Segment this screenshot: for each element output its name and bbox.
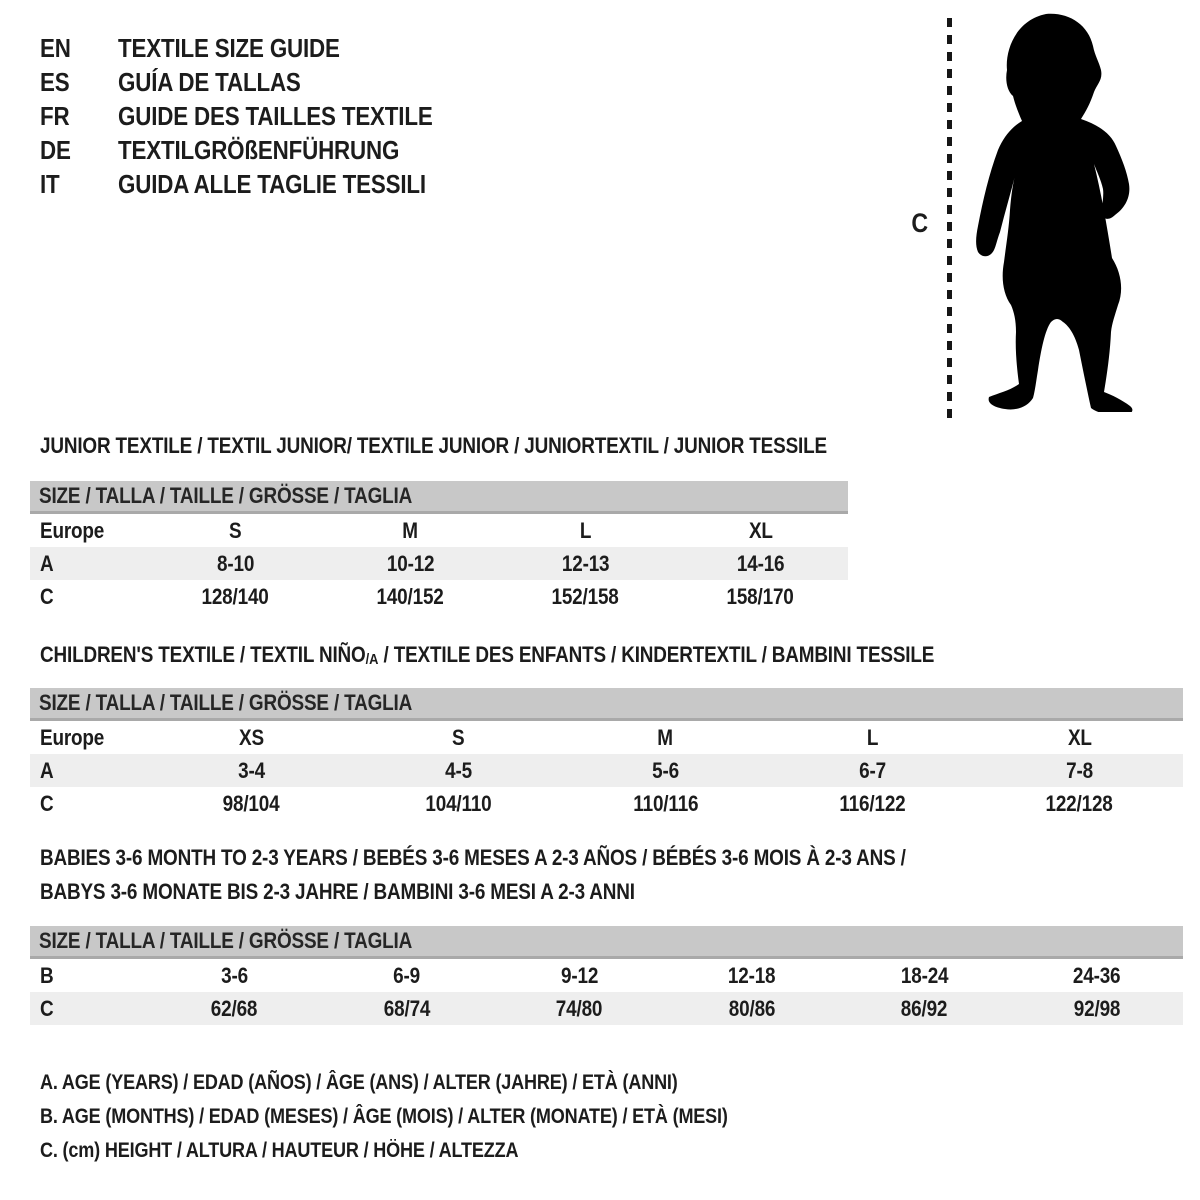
height-measure-label: C (911, 208, 928, 238)
height-cell: 110/116 (632, 790, 699, 816)
age-cell: 6-9 (393, 962, 421, 988)
babies-section-title-line2: BABYS 3-6 MONATE BIS 2-3 JAHRE / BAMBINI 3-6 MESI A 2-3 ANNI (40, 879, 635, 904)
babies-section-title-line1: BABIES 3-6 MONTH TO 2-3 YEARS / BEBÉS 3-6 MESES A 2-3 AÑOS / BÉBÉS 3-6 MOIS À 2-3 ANS / (40, 845, 906, 870)
legend-age-years: A. AGE (YEARS) / EDAD (AÑOS) / ÂGE (ANS) / ALTER (JAHRE) / ETÀ (ANNI) (40, 1071, 678, 1094)
age-cell: 18-24 (900, 962, 949, 988)
size-cell: M (657, 724, 674, 750)
age-cell: 8-10 (216, 550, 255, 576)
size-cell: L (866, 724, 879, 750)
language-row-de (40, 133, 484, 167)
row-label: C (40, 995, 54, 1021)
age-cell: 3-6 (220, 962, 248, 988)
language-code: DE (40, 135, 71, 165)
children-size-table (30, 688, 1183, 820)
height-cell: 140/152 (376, 583, 445, 609)
table-row-sizes (30, 514, 848, 547)
language-row-it (40, 167, 484, 201)
legend-height-cm: C. (cm) HEIGHT / ALTURA / HAUTEUR / HÖHE / ALTEZZA (40, 1139, 519, 1162)
title-text: CHILDREN'S TEXTILE / TEXTIL NIÑO (40, 642, 366, 667)
age-cell: 10-12 (386, 550, 435, 576)
height-cell: 68/74 (383, 995, 430, 1021)
height-cell: 122/128 (1045, 790, 1114, 816)
language-title-list (40, 31, 484, 201)
language-code: FR (40, 101, 70, 131)
size-header-bar: SIZE / TALLA / TAILLE / GRÖSSE / TAGLIA (30, 688, 1183, 721)
age-cell: 6-7 (859, 757, 886, 783)
language-title: GUÍA DE TALLAS (118, 67, 301, 97)
height-measure-line (947, 18, 952, 418)
size-cell: XS (239, 724, 264, 750)
size-cell: M (402, 517, 419, 543)
height-cell: 104/110 (425, 790, 492, 816)
title-subscript: /A (365, 651, 379, 668)
size-header-bar: SIZE / TALLA / TAILLE / GRÖSSE / TAGLIA (30, 926, 1183, 959)
junior-section-title: JUNIOR TEXTILE / TEXTIL JUNIOR/ TEXTILE JUNIOR / JUNIORTEXTIL / JUNIOR TESSILE (40, 433, 827, 458)
table-row-sizes (30, 721, 1183, 754)
language-code: ES (40, 67, 70, 97)
language-title: TEXTILGRÖßENFÜHRUNG (118, 135, 400, 165)
height-cell: 128/140 (201, 583, 270, 609)
babies-size-table (30, 926, 1183, 1025)
age-cell: 4-5 (445, 757, 472, 783)
height-cell: 98/104 (223, 790, 280, 816)
height-cell: 80/86 (728, 995, 775, 1021)
size-cell: S (229, 517, 242, 543)
size-cell: L (579, 517, 592, 543)
row-label: B (40, 962, 54, 988)
size-header-bar: SIZE / TALLA / TAILLE / GRÖSSE / TAGLIA (30, 481, 848, 514)
row-label: A (40, 757, 54, 783)
age-cell: 7-8 (1066, 757, 1093, 783)
height-cell: 74/80 (556, 995, 603, 1021)
language-row-es (40, 65, 484, 99)
age-cell: 3-4 (238, 757, 265, 783)
language-row-en (40, 31, 484, 65)
children-section-title (40, 642, 1080, 673)
height-cell: 116/122 (839, 790, 906, 816)
table-row-height (30, 787, 1183, 820)
size-cell: XL (1067, 724, 1092, 750)
age-cell: 24-36 (1072, 962, 1121, 988)
language-title: GUIDE DES TAILLES TEXTILE (118, 101, 433, 131)
table-row-height (30, 992, 1183, 1025)
table-row-age (30, 754, 1183, 787)
row-label: A (40, 550, 54, 576)
language-title: TEXTILE SIZE GUIDE (118, 33, 340, 63)
toddler-silhouette-icon (960, 12, 1146, 412)
height-cell: 92/98 (1073, 995, 1120, 1021)
row-label: C (40, 583, 54, 609)
height-cell: 152/158 (551, 583, 620, 609)
age-cell: 12-18 (727, 962, 776, 988)
age-cell: 14-16 (736, 550, 785, 576)
table-row-age (30, 547, 848, 580)
language-row-fr (40, 99, 484, 133)
table-row-age-months (30, 959, 1183, 992)
title-text: / TEXTILE DES ENFANTS / KINDERTEXTIL / BAMBINI TESSILE (378, 642, 935, 667)
table-row-height (30, 580, 848, 613)
language-code: IT (40, 169, 60, 199)
height-cell: 158/170 (726, 583, 795, 609)
row-label: Europe (40, 724, 105, 750)
age-cell: 12-13 (561, 550, 610, 576)
legend-age-months: B. AGE (MONTHS) / EDAD (MESES) / ÂGE (MOIS) / ALTER (MONATE) / ETÀ (MESI) (40, 1105, 728, 1128)
height-cell: 86/92 (901, 995, 948, 1021)
language-title: GUIDA ALLE TAGLIE TESSILI (118, 169, 426, 199)
age-cell: 5-6 (652, 757, 679, 783)
size-cell: XL (748, 517, 773, 543)
language-code: EN (40, 33, 71, 63)
row-label: Europe (40, 517, 105, 543)
junior-size-table (30, 481, 848, 613)
height-cell: 62/68 (211, 995, 258, 1021)
size-cell: S (452, 724, 465, 750)
age-cell: 9-12 (560, 962, 598, 988)
row-label: C (40, 790, 54, 816)
